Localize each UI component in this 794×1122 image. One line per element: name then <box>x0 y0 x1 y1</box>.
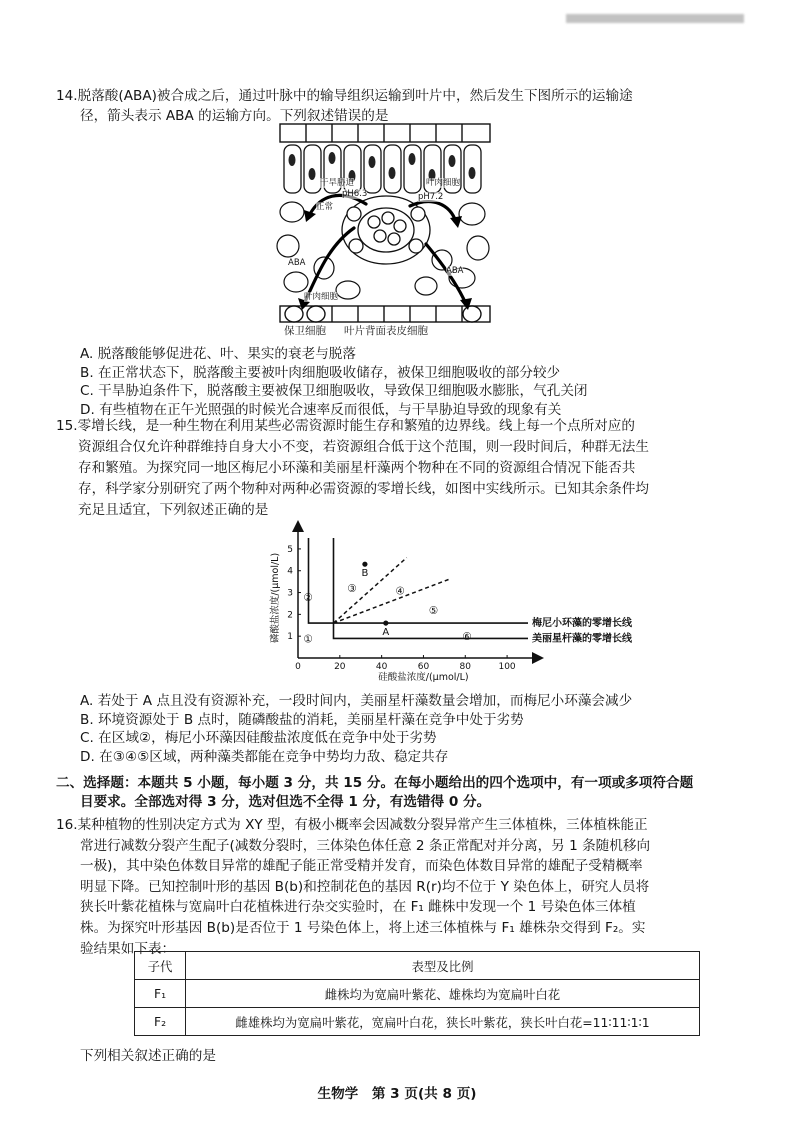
y-tick-label: 1 <box>287 632 293 643</box>
section-2-line-1: 二、选择题：本题共 5 小题，每小题 3 分，共 15 分。在每小题给出的四个选项中，有一项或多项符合题 <box>56 775 694 791</box>
q14-option-a: A. 脱落酸能够促进花、叶、果实的衰老与脱落 <box>80 346 356 362</box>
data-point <box>383 620 388 625</box>
q14-line-1: 14.脱落酸(ABA)被合成之后，通过叶脉中的输导组织运输到叶片中，然后发生下图所示的运输途 <box>56 88 633 104</box>
table-cell-generation: F₂ <box>135 1008 186 1036</box>
section-2-line-2: 目要求。全部选对得 3 分，选对但选不全得 1 分，有选错得 0 分。 <box>80 794 491 810</box>
table-header-row <box>135 952 700 980</box>
q14-option-c: C. 干旱胁迫条件下，脱落酸主要被保卫细胞吸收，导致保卫细胞吸水膨胀，气孔关闭 <box>80 383 588 400</box>
q15-line-4: 存，科学家分别研究了两个物种对两种必需资源的零增长线，如图中实线所示。已知其余条件均 <box>78 481 649 497</box>
diagram-label-mesophyll-right: 叶肉细胞 <box>426 178 461 188</box>
q15-line-5: 充足且适宜，下列叙述正确的是 <box>78 502 269 518</box>
region-label: ④ <box>395 585 405 598</box>
table-cell-phenotype: 雌雄株均为宽扁叶紫花，宽扁叶白花，狭长叶紫花，狭长叶白花=11∶11∶1∶1 <box>186 1008 700 1036</box>
zero-growth-chart <box>246 520 632 692</box>
q14-option-d: D. 有些植物在正午光照强的时候光合速率反而很低，与干旱胁迫导致的现象有关 <box>80 402 562 419</box>
x-tick-label: 100 <box>498 662 516 672</box>
q16-line-1: 16.某种植物的性别决定方式为 XY 型，有极小概率会因减数分裂异常产生三体植株，三体植株能正 <box>56 817 648 833</box>
zero-growth-line <box>309 538 529 623</box>
q16-line-5: 狭长叶紫花植株与宽扁叶白花植株进行杂交实验时，在 F₁ 雌株中发现一个 1 号染色体三体植 <box>80 899 636 916</box>
y-tick-label: 4 <box>287 566 293 577</box>
table-cell-phenotype: 雌株均为宽扁叶紫花、雄株均为宽扁叶白花 <box>186 980 700 1008</box>
diagram-label-aba-right: ABA <box>446 266 464 276</box>
table-row <box>135 1008 700 1036</box>
q15-option-b: B. 环境资源处于 B 点时，随磷酸盐的消耗，美丽星杆藻在竞争中处于劣势 <box>80 711 524 728</box>
q16-prompt: 下列相关叙述正确的是 <box>80 1048 216 1064</box>
diagram-label-ph63: pH6.3 <box>342 189 368 199</box>
q14-options <box>80 345 588 420</box>
x-tick-label: 20 <box>334 662 346 672</box>
diagram-label-aba-left: ABA <box>288 258 306 268</box>
x-tick-label: 40 <box>375 662 388 672</box>
x-tick-label: 80 <box>459 662 471 672</box>
diagram-label-normal: 正常 <box>316 202 334 212</box>
q15-options <box>80 692 632 767</box>
q14-line-2: 径，箭头表示 ABA 的运输方向。下列叙述错误的是 <box>80 108 389 124</box>
q15-line-2: 资源组合仅允许种群维持自身大小不变，若资源组合低于这个范围，则一段时间后，种群无法生 <box>78 439 649 455</box>
page-footer: 生物学 第 3 页(共 8 页) <box>317 1086 477 1102</box>
region-label: ⑥ <box>462 631 472 644</box>
table-row <box>135 980 700 1008</box>
y-axis-label: 磷酸盐浓度/(μmol/L) <box>270 552 281 644</box>
q14-option-b: B. 在正常状态下，脱落酸主要被叶肉细胞吸收储存，被保卫细胞吸收的部分较少 <box>80 364 561 381</box>
table-header-generation: 子代 <box>135 952 186 980</box>
x-tick-label: 0 <box>295 662 301 672</box>
table-header-phenotype: 表型及比例 <box>186 952 700 980</box>
chart-svg <box>246 520 632 692</box>
diagram-caption-guard-cell: 保卫细胞 <box>284 325 326 337</box>
leaf-diagram-svg <box>276 118 494 344</box>
section-2-heading <box>56 774 716 812</box>
region-label: ① <box>303 633 313 646</box>
series-label: 美丽星杆藻的零增长线 <box>532 633 632 645</box>
q16-line-2: 常进行减数分裂产生配子(减数分裂时，三体染色体任意 2 条正常配对并分离，另 1 条随机移向 <box>80 837 651 854</box>
q16-line-3: 一极)，其中染色体数目异常的雄配子能正常受精并发育，而染色体数目异常的雄配子受精概率 <box>80 858 643 875</box>
x-tick-label: 60 <box>417 662 430 672</box>
diagram-label-drought: 干旱胁迫 <box>320 178 355 188</box>
data-point <box>362 562 367 567</box>
q16-line-4: 明显下降。已知控制叶形的基因 B(b)和控制花色的基因 R(r)均不位于 Y 染色体上，研究人员将 <box>80 878 650 895</box>
point-label: B <box>361 568 369 580</box>
diagram-caption-epidermis: 叶片背面表皮细胞 <box>344 325 428 337</box>
question-16-stem <box>56 815 716 959</box>
q16-line-7: 验结果如下表： <box>80 940 176 957</box>
region-label: ⑤ <box>428 605 439 617</box>
y-tick-label: 3 <box>287 588 293 599</box>
region-label: ③ <box>347 583 357 596</box>
question-15-stem <box>56 416 716 521</box>
region-label: ② <box>303 591 313 604</box>
y-tick-label: 2 <box>287 610 293 621</box>
diagram-label-ph72: pH7.2 <box>418 192 444 202</box>
q15-line-1: 15.零增长线，是一种生物在利用某些必需资源时能生存和繁殖的边界线。线上每一个点所对应的 <box>56 418 635 434</box>
scan-smudge <box>566 14 744 23</box>
results-table <box>134 951 700 1036</box>
series-label: 梅尼小环藻的零增长线 <box>532 618 632 630</box>
q16-line-6: 株。为探究叶形基因 B(b)是否位于 1 号染色体上，将上述三体植株与 F₁ 雄株杂交得到 F₂。实 <box>80 919 646 936</box>
leaf-cross-section-diagram <box>276 118 494 344</box>
x-axis-label: 硅酸盐浓度/(μmol/L) <box>378 672 469 683</box>
y-tick-label: 5 <box>287 544 293 555</box>
table-cell-generation: F₁ <box>135 980 186 1008</box>
point-label: A <box>382 627 390 639</box>
q15-option-c: C. 在区域②，梅尼小环藻因硅酸盐浓度低在竞争中处于劣势 <box>80 730 437 747</box>
q15-line-3: 存和繁殖。为探究同一地区梅尼小环藻和美丽星杆藻两个物种在不同的资源组合情况下能否共 <box>78 460 636 476</box>
q15-option-a: A. 若处于 A 点且没有资源补充，一段时间内，美丽星杆藻数量会增加，而梅尼小环藻会减少 <box>80 693 633 709</box>
q15-option-d: D. 在③④⑤区域，两种藻类都能在竞争中势均力敌、稳定共存 <box>80 749 449 766</box>
diagram-label-mesophyll-left: 叶肉细胞 <box>304 292 339 302</box>
